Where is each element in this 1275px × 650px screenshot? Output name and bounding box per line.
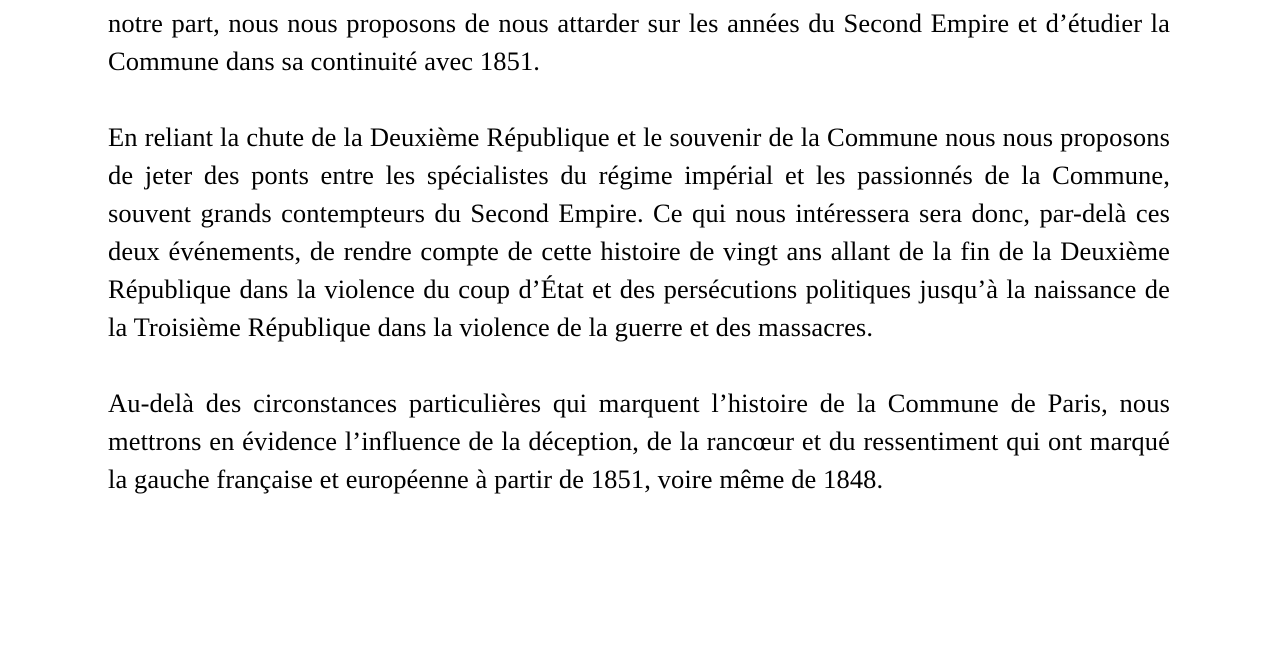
paragraph-1: notre part, nous nous proposons de nous attarder sur les années du Second Empire et d’étudier la Commune dans sa continuité avec 1851.	[108, 8, 1170, 76]
paragraph-spacer-1	[108, 80, 1170, 118]
paragraph-3: Au-delà des circonstances particulières qui marquent l’histoire de la Commune de Paris, nous mettrons en évidence l’influence de la déception, de la rancœur et du ressentiment qui ont marqué la gauche française et européenne à partir de 1851, voire même de 1848.	[108, 388, 1170, 494]
paragraph-2: En reliant la chute de la Deuxième République et le souvenir de la Commune nous nous proposons de jeter des ponts entre les spécialistes du régime impérial et les passionnés de la Commune, souvent grands contempteurs du Second Empire. Ce qui nous intéressera sera donc, par-delà ces deux événements, de rendre compte de cette histoire de vingt ans allant de la fin de la Deuxième République dans la violence du coup d’État et des persécutions politiques jusqu’à la naissance de la Troisième République dans la violence de la guerre et des massacres.	[108, 122, 1170, 342]
paragraph-spacer-2	[108, 346, 1170, 384]
